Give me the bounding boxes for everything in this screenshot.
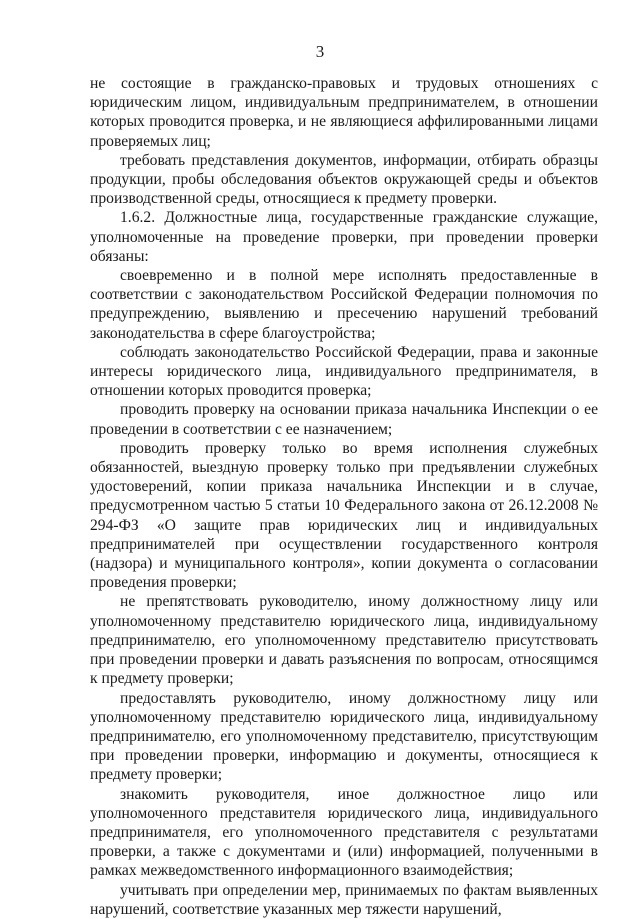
paragraph: 1.6.2. Должностные лица, государственные гражданские служащие, уполномоченные на проведение проверки, при проведении проверки обязаны:	[90, 209, 598, 265]
paragraph: проводить проверку только во время исполнения служебных обязанностей, выездную проверку только при предъявлении служебных удостоверений, копии приказа начальника Инспекции и в случае, предусмотренном частью 5 статьи 10 Федерального закона от 26.12.2008 № 294-ФЗ «О защите прав юридических лиц и индивидуальных предпринимателей при осуществлении государственного контроля (надзора) и муниципального контроля», копии документа о согласовании проведения проверки;	[90, 439, 598, 592]
paragraph: предоставлять руководителю, иному должностному лицу или уполномоченному представителю юридического лица, индивидуальному предпринимателю, его уполномоченному представителю, присутствующим при проведении проверки, информацию и документы, относящиеся к предмету проверки;	[90, 689, 598, 784]
paragraph: учитывать при определении мер, принимаемых по фактам выявленных нарушений, соответствие указанных мер тяжести нарушений,	[90, 881, 598, 918]
page-number: 3	[315, 42, 325, 61]
paragraph: знакомить руководителя, иное должностное лицо или уполномоченного представителя юридического лица, индивидуального предпринимателя, его уполномоченного представителя с результатами проверки, а также с документами и (или) информацией, полученными в рамках межведомственного информационного взаимодействия;	[90, 785, 598, 880]
paragraph: проводить проверку на основании приказа начальника Инспекции о ее проведении в соответствии с ее назначением;	[90, 401, 598, 438]
paragraph: не препятствовать руководителю, иному должностному лицу или уполномоченному представителю юридического лица, индивидуальному предпринимателю, его уполномоченному представителю присутствовать при проведении проверки и давать разъяснения по вопросам, относящимся к предмету проверки;	[90, 593, 598, 688]
paragraph: соблюдать законодательство Российской Федерации, права и законные интересы юридического лица, индивидуального предпринимателя, в отношении которых проводится проверка;	[90, 343, 598, 400]
paragraph: не состоящие в гражданско-правовых и трудовых отношениях с юридическим лицом, индивидуальным предпринимателем, в отношении которых проводится проверка, и не являющиеся аффилированными лицами проверяемых лиц;	[90, 75, 598, 150]
document-body	[90, 74, 598, 919]
paragraph: требовать представления документов, информации, отбирать образцы продукции, пробы обследования объектов окружающей среды и объектов производственной среды, относящиеся к предмету проверки.	[90, 151, 598, 208]
paragraph: своевременно и в полной мере исполнять предоставленные в соответствии с законодательством Российской Федерации полномочия по предупреждению, выявлению и пресечению нарушений требований законодательства в сфере благоустройства;	[90, 267, 598, 342]
